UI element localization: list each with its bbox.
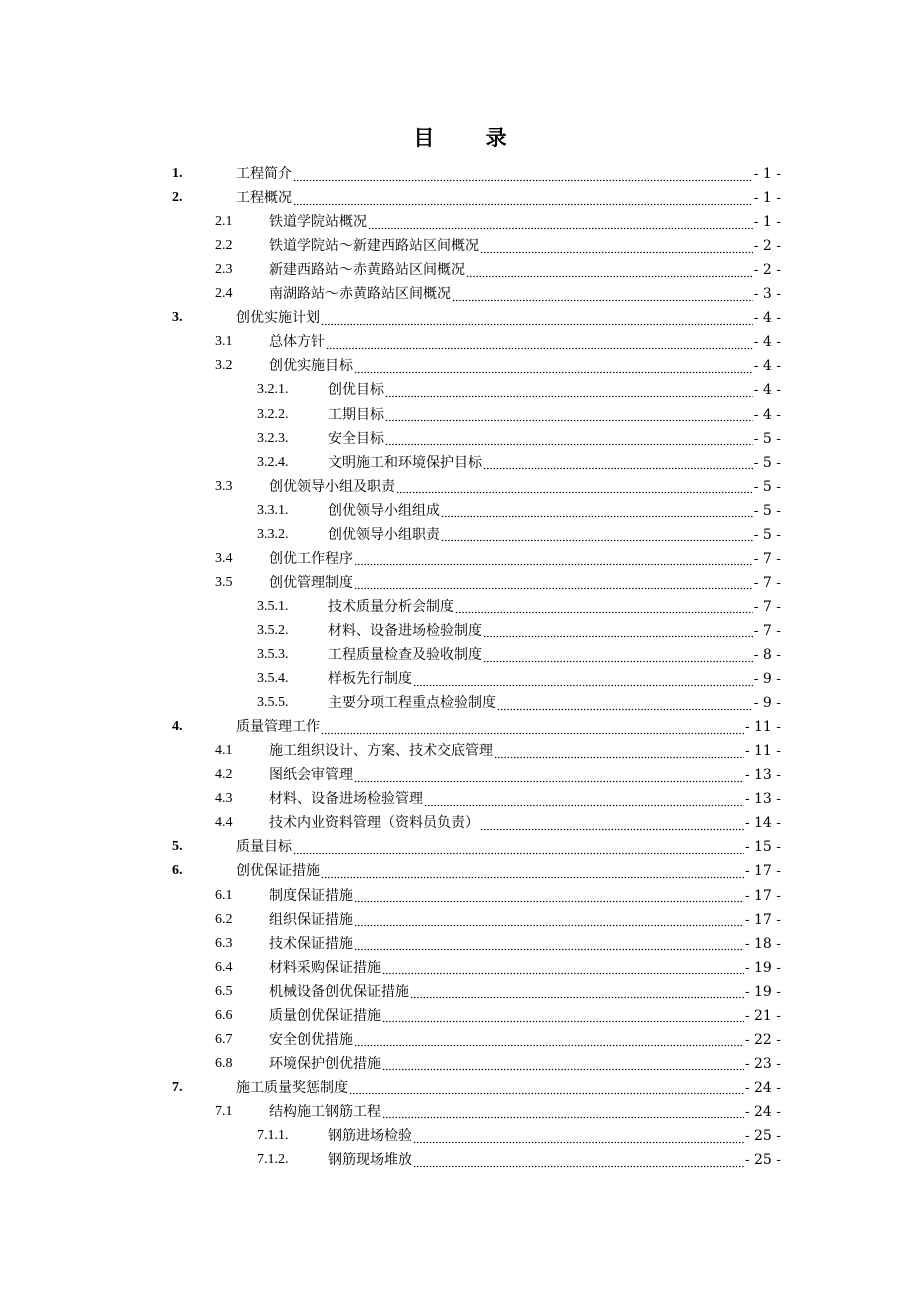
toc-entry-title: 创优实施计划	[236, 306, 321, 330]
toc-entry-page: - 17 -	[744, 859, 781, 883]
toc-entry[interactable]	[0, 330, 920, 354]
toc-entry-title: 技术内业资料管理（资料员负责）	[269, 811, 480, 835]
toc-entry-title: 新建西路站～赤黄路站区间概况	[269, 258, 466, 282]
toc-entry-title: 质量管理工作	[236, 715, 321, 739]
toc-entry-title: 材料、设备进场检验制度	[328, 619, 483, 643]
toc-dot-leader	[494, 739, 744, 763]
toc-entry-page: - 17 -	[744, 908, 781, 932]
toc-dot-leader	[466, 258, 753, 282]
toc-entry-number: 6.8	[215, 1055, 233, 1071]
toc-dot-leader	[483, 451, 753, 475]
toc-entry-title: 铁道学院站～新建西路站区间概况	[269, 234, 480, 258]
toc-entry-page: - 13 -	[744, 763, 781, 787]
toc-dot-leader	[413, 1148, 744, 1172]
toc-entry-title: 文明施工和环境保护目标	[328, 451, 483, 475]
toc-dot-leader	[354, 884, 744, 908]
toc-entry-title: 创优目标	[328, 378, 385, 402]
toc-entry-title: 工程概况	[236, 186, 293, 210]
toc-entry-title: 创优工作程序	[269, 547, 354, 571]
toc-entry[interactable]	[0, 234, 920, 258]
toc-entry-title: 创优领导小组及职责	[269, 475, 396, 499]
toc-dot-leader	[483, 619, 753, 643]
toc-entry-number: 3.5.5.	[257, 695, 289, 711]
toc-entry-title: 样板先行制度	[328, 667, 413, 691]
toc-entry[interactable]	[0, 306, 920, 330]
toc-entry-page: - 19 -	[744, 956, 781, 980]
toc-entry-page: - 1 -	[753, 162, 781, 186]
toc-entry-title: 南湖路站～赤黄路站区间概况	[269, 282, 452, 306]
toc-entry-number: 2.1	[215, 214, 233, 230]
toc-entry-page: - 21 -	[744, 1004, 781, 1028]
toc-entry[interactable]	[0, 378, 920, 402]
toc-entry-title: 钢筋现场堆放	[328, 1148, 413, 1172]
toc-entry[interactable]	[0, 667, 920, 691]
toc-entry-title: 总体方针	[269, 330, 326, 354]
toc-dot-leader	[441, 499, 753, 523]
toc-entry-number: 4.	[172, 719, 183, 735]
toc-entry-title: 质量目标	[236, 835, 293, 859]
toc-entry-page: - 5 -	[753, 499, 781, 523]
toc-entry-title: 创优领导小组职责	[328, 523, 441, 547]
toc-entry[interactable]	[0, 691, 920, 715]
toc-entry-number: 3.2	[215, 358, 233, 374]
toc-entry-page: - 18 -	[744, 932, 781, 956]
toc-entry-page: - 7 -	[753, 619, 781, 643]
toc-dot-leader	[349, 1076, 744, 1100]
toc-entry[interactable]	[0, 859, 920, 883]
toc-dot-leader	[497, 691, 753, 715]
toc-entry-title: 工程质量检查及验收制度	[328, 643, 483, 667]
toc-entry-title: 创优管理制度	[269, 571, 354, 595]
toc-entry-number: 5.	[172, 839, 183, 855]
toc-entry-number: 4.3	[215, 791, 233, 807]
toc-dot-leader	[354, 571, 753, 595]
toc-dot-leader	[413, 667, 753, 691]
toc-dot-leader	[321, 715, 744, 739]
toc-entry-page: - 22 -	[744, 1028, 781, 1052]
toc-dot-leader	[385, 427, 753, 451]
toc-entry[interactable]	[0, 715, 920, 739]
toc-dot-leader	[452, 282, 753, 306]
toc-entry-number: 3.4	[215, 550, 233, 566]
toc-entry[interactable]	[0, 619, 920, 643]
toc-entry[interactable]	[0, 258, 920, 282]
toc-dot-leader	[354, 763, 744, 787]
toc-entry[interactable]	[0, 451, 920, 475]
toc-dot-leader	[385, 378, 753, 402]
toc-entry-page: - 15 -	[744, 835, 781, 859]
toc-entry[interactable]	[0, 1076, 920, 1100]
toc-entry-number: 6.4	[215, 959, 233, 975]
toc-entry-title: 铁道学院站概况	[269, 210, 368, 234]
toc-entry-title: 技术质量分析会制度	[328, 595, 455, 619]
toc-entry-page: - 3 -	[753, 282, 781, 306]
toc-entry-page: - 13 -	[744, 787, 781, 811]
toc-entry-page: - 4 -	[753, 403, 781, 427]
toc-entry-page: - 5 -	[753, 451, 781, 475]
toc-entry-number: 7.	[172, 1079, 183, 1095]
toc-entry-page: - 5 -	[753, 523, 781, 547]
toc-entry-number: 6.2	[215, 911, 233, 927]
toc-entry[interactable]	[0, 811, 920, 835]
toc-entry-number: 6.	[172, 863, 183, 879]
toc-entry-number: 2.4	[215, 286, 233, 302]
toc-entry[interactable]	[0, 1052, 920, 1076]
toc-entry-page: - 2 -	[753, 234, 781, 258]
toc-entry-title: 技术保证措施	[269, 932, 354, 956]
toc-entry-number: 3.3.2.	[257, 526, 289, 542]
toc-entry-page: - 7 -	[753, 547, 781, 571]
toc-entry-page: - 1 -	[753, 210, 781, 234]
toc-entry[interactable]	[0, 908, 920, 932]
toc-dot-leader	[354, 547, 753, 571]
toc-entry-title: 安全创优措施	[269, 1028, 354, 1052]
toc-dot-leader	[424, 787, 744, 811]
toc-entry-number: 2.3	[215, 262, 233, 278]
toc-entry[interactable]	[0, 643, 920, 667]
toc-dot-leader	[382, 956, 744, 980]
toc-entry-number: 6.6	[215, 1007, 233, 1023]
toc-entry-title: 安全目标	[328, 427, 385, 451]
toc-entry-title: 工程简介	[236, 162, 293, 186]
toc-entry[interactable]	[0, 282, 920, 306]
toc-entry-title: 施工组织设计、方案、技术交底管理	[269, 739, 494, 763]
toc-entry[interactable]	[0, 835, 920, 859]
toc-entry-number: 3.5	[215, 574, 233, 590]
toc-entry-page: - 2 -	[753, 258, 781, 282]
toc-entry-page: - 5 -	[753, 427, 781, 451]
toc-entry[interactable]	[0, 763, 920, 787]
toc-entry-number: 7.1.2.	[257, 1152, 289, 1168]
toc-entry-number: 6.3	[215, 935, 233, 951]
toc-entry-number: 3.5.3.	[257, 647, 289, 662]
toc-entry-title: 图纸会审管理	[269, 763, 354, 787]
toc-entry[interactable]	[0, 547, 920, 571]
toc-entry-number: 2.2	[215, 238, 233, 254]
toc-dot-leader	[480, 811, 744, 835]
toc-dot-leader	[480, 234, 753, 258]
toc-entry[interactable]	[0, 571, 920, 595]
toc-entry-page: - 19 -	[744, 980, 781, 1004]
toc-entry-title: 工期目标	[328, 403, 385, 427]
toc-dot-leader	[382, 1100, 744, 1124]
toc-entry-number: 2.	[172, 190, 183, 206]
toc-entry-title: 钢筋进场检验	[328, 1124, 413, 1148]
toc-entry[interactable]	[0, 427, 920, 451]
toc-entry-page: - 9 -	[753, 667, 781, 691]
toc-entry-page: - 25 -	[744, 1148, 781, 1172]
toc-entry-number: 6.7	[215, 1031, 233, 1047]
toc-entry-page: - 5 -	[753, 475, 781, 499]
toc-dot-leader	[293, 186, 753, 210]
toc-entry[interactable]	[0, 739, 920, 763]
toc-dot-leader	[396, 475, 753, 499]
toc-entry[interactable]	[0, 186, 920, 210]
toc-entry[interactable]	[0, 595, 920, 619]
toc-dot-leader	[321, 306, 753, 330]
toc-entry-number: 6.1	[215, 887, 233, 903]
toc-entry[interactable]	[0, 980, 920, 1004]
toc-entry-number: 3.2.2.	[257, 406, 289, 422]
toc-dot-leader	[382, 1004, 744, 1028]
toc-entry-title: 材料、设备进场检验管理	[269, 787, 424, 811]
toc-entry-title: 创优实施目标	[269, 354, 354, 378]
toc-dot-leader	[293, 835, 744, 859]
toc-dot-leader	[326, 330, 753, 354]
toc-entry-title: 制度保证措施	[269, 884, 354, 908]
toc-entry-page: - 8 -	[753, 643, 781, 667]
toc-entry[interactable]	[0, 1148, 920, 1172]
toc-entry-number: 7.1.1.	[257, 1128, 289, 1143]
toc-entry-page: - 4 -	[753, 330, 781, 354]
toc-dot-leader	[368, 210, 753, 234]
toc-dot-leader	[483, 643, 753, 667]
toc-entry-page: - 9 -	[753, 691, 781, 715]
toc-entry-number: 3.5.2.	[257, 622, 289, 638]
toc-entry[interactable]	[0, 1100, 920, 1124]
toc-entry-page: - 11 -	[744, 715, 781, 739]
toc-entry-number: 3.3	[215, 478, 233, 494]
toc-dot-leader	[410, 980, 744, 1004]
toc-dot-leader	[321, 859, 744, 883]
toc-entry-title: 材料采购保证措施	[269, 956, 382, 980]
toc-entry-page: - 24 -	[744, 1100, 781, 1124]
toc-entry-number: 4.1	[215, 743, 233, 759]
toc-entry[interactable]	[0, 403, 920, 427]
toc-entry[interactable]	[0, 787, 920, 811]
toc-entry-number: 1.	[172, 166, 183, 181]
toc-entry-number: 3.1	[215, 334, 233, 350]
toc-entry-number: 3.5.1.	[257, 598, 289, 614]
toc-entry-page: - 17 -	[744, 884, 781, 908]
toc-entry-page: - 4 -	[753, 378, 781, 402]
toc-entry-number: 3.2.1.	[257, 382, 289, 398]
toc-entry[interactable]	[0, 523, 920, 547]
toc-entry-number: 3.5.4.	[257, 671, 289, 687]
toc-dot-leader	[354, 1028, 744, 1052]
toc-entry-number: 4.4	[215, 815, 233, 831]
toc-entry-page: - 24 -	[744, 1076, 781, 1100]
toc-dot-leader	[293, 162, 753, 186]
toc-entry-number: 3.3.1.	[257, 502, 289, 518]
toc-entry-page: - 1 -	[753, 186, 781, 210]
toc-entry-page: - 23 -	[744, 1052, 781, 1076]
toc-entry-number: 3.2.4.	[257, 454, 289, 470]
toc-entry[interactable]	[0, 162, 920, 186]
toc-dot-leader	[354, 354, 753, 378]
toc-entry-title: 机械设备创优保证措施	[269, 980, 410, 1004]
toc-entry-title: 组织保证措施	[269, 908, 354, 932]
toc-entry[interactable]	[0, 1028, 920, 1052]
toc-entry[interactable]	[0, 932, 920, 956]
toc-entry[interactable]	[0, 475, 920, 499]
toc-entry-page: - 4 -	[753, 306, 781, 330]
toc-entry-page: - 11 -	[744, 739, 781, 763]
toc-entry[interactable]	[0, 1004, 920, 1028]
toc-entry-page: - 7 -	[753, 595, 781, 619]
toc-entry-number: 7.1	[215, 1103, 233, 1119]
toc-entry-title: 环境保护创优措施	[269, 1052, 382, 1076]
toc-entry[interactable]	[0, 210, 920, 234]
toc-dot-leader	[382, 1052, 744, 1076]
toc-title: 目 录	[413, 125, 529, 150]
toc-entry-title: 结构施工钢筋工程	[269, 1100, 382, 1124]
toc-entry[interactable]	[0, 1124, 920, 1148]
toc-entry-title: 主要分项工程重点检验制度	[328, 691, 497, 715]
toc-entry-page: - 7 -	[753, 571, 781, 595]
toc-entry[interactable]	[0, 956, 920, 980]
toc-entry[interactable]	[0, 354, 920, 378]
toc-entry-title: 创优领导小组组成	[328, 499, 441, 523]
toc-entry-title: 创优保证措施	[236, 859, 321, 883]
toc-entry-number: 6.5	[215, 983, 233, 999]
toc-dot-leader	[354, 932, 744, 956]
toc-entry-title: 施工质量奖惩制度	[236, 1076, 349, 1100]
toc-entry-page: - 14 -	[744, 811, 781, 835]
toc-entry-page: - 4 -	[753, 354, 781, 378]
toc-entry-number: 3.	[172, 310, 183, 326]
toc-dot-leader	[413, 1124, 744, 1148]
toc-dot-leader	[354, 908, 744, 932]
toc-entry-number: 3.2.3.	[257, 430, 289, 446]
toc-entry-title: 质量创优保证措施	[269, 1004, 382, 1028]
toc-entry-number: 4.2	[215, 767, 233, 783]
toc-entry[interactable]	[0, 884, 920, 908]
toc-entry[interactable]	[0, 499, 920, 523]
toc-dot-leader	[385, 403, 753, 427]
toc-dot-leader	[441, 523, 753, 547]
toc-dot-leader	[455, 595, 753, 619]
toc-entry-page: - 25 -	[744, 1124, 781, 1148]
